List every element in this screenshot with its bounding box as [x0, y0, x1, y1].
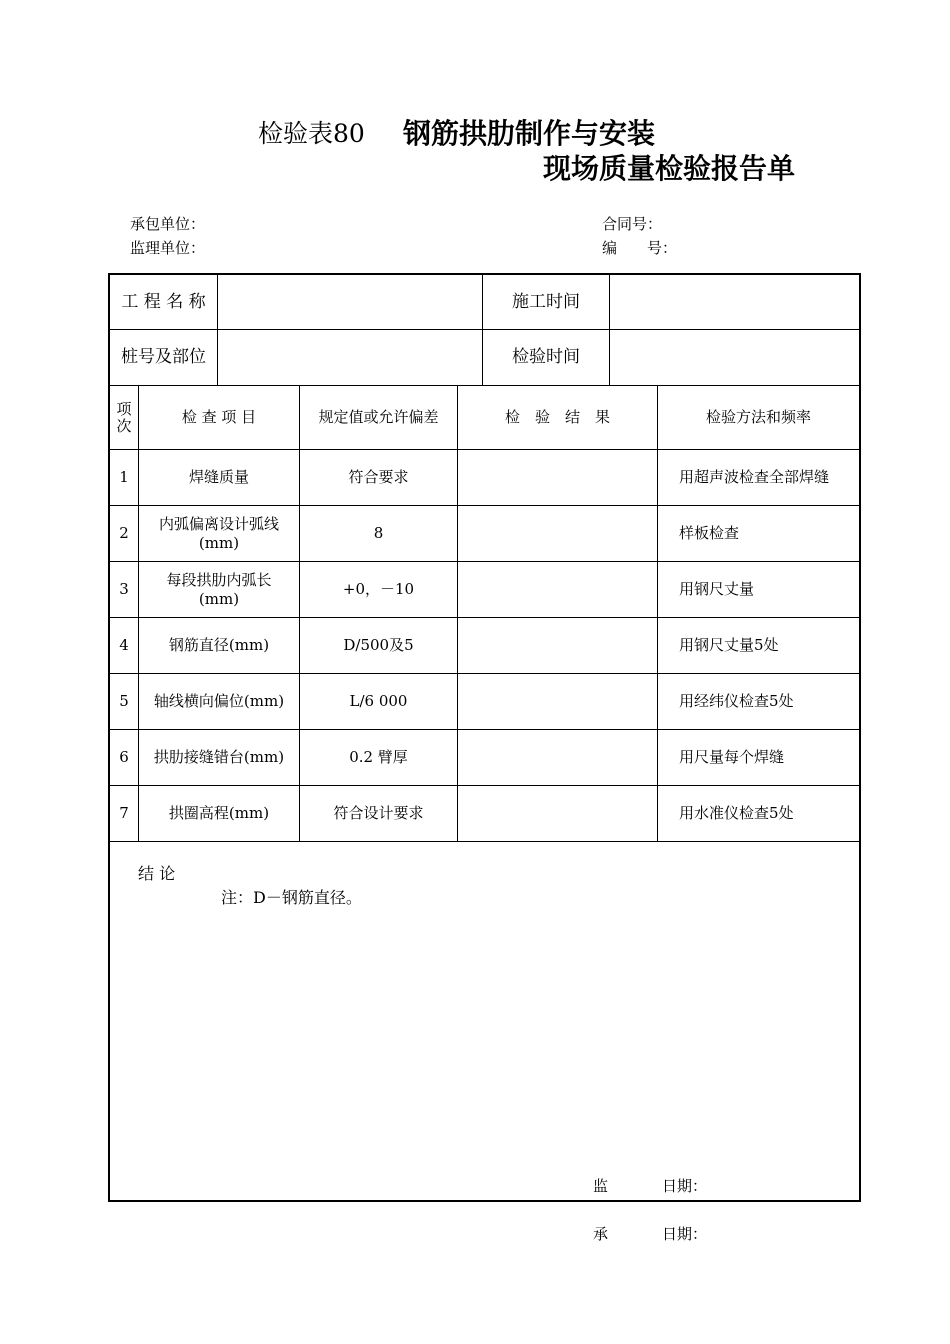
- row-spec: 符合要求: [348, 468, 409, 486]
- row-method: 用钢尺丈量: [679, 580, 755, 598]
- row-item: 焊缝质量: [188, 468, 249, 486]
- row-result-field[interactable]: [458, 674, 657, 729]
- row-item: 钢筋直径(mm): [168, 636, 270, 654]
- form-number: 检验表80: [258, 119, 365, 148]
- row-spec: D/500及5: [343, 636, 414, 654]
- row-method: 用水准仪检查5处: [679, 804, 794, 822]
- project-name-label: 工 程 名 称: [121, 291, 206, 312]
- inspection-time-field[interactable]: [610, 330, 859, 385]
- row-item: 轴线横向偏位(mm): [153, 692, 285, 710]
- row-item: 每段拱肋内弧长 (mm): [166, 570, 272, 608]
- col-header-no: 项 次: [116, 399, 132, 435]
- contractor-label: 承包单位：: [130, 215, 206, 233]
- row-no: 6: [119, 748, 129, 766]
- page-title: 钢筋拱肋制作与安装: [403, 117, 656, 150]
- col-header-item: 检 查 项 目: [181, 408, 257, 426]
- supervisor-date-label: 日期：: [662, 1177, 708, 1195]
- contract-no-label: 合同号：: [602, 215, 663, 233]
- serial-no-label: 编 号：: [602, 239, 678, 257]
- row-spec: L/6 000: [349, 692, 408, 710]
- row-method: 用钢尺丈量5处: [679, 636, 779, 654]
- station-field[interactable]: [218, 330, 482, 385]
- row-spec: +0，－10: [342, 580, 415, 598]
- row-result-field[interactable]: [458, 450, 657, 505]
- row-method: 样板检查: [679, 524, 740, 542]
- supervisor-unit-label: 监理单位：: [130, 239, 206, 257]
- col-header-method: 检验方法和频率: [705, 408, 811, 426]
- row-spec: 8: [373, 524, 384, 542]
- col-header-spec: 规定值或允许偏差: [318, 408, 439, 426]
- contractor-date-label: 日期：: [662, 1225, 708, 1243]
- page-subtitle: 现场质量检验报告单: [543, 152, 796, 185]
- row-result-field[interactable]: [458, 562, 657, 617]
- construction-time-label: 施工时间: [512, 291, 580, 312]
- row-item: 拱肋接缝错台(mm): [153, 748, 285, 766]
- row-no: 5: [119, 692, 129, 710]
- col-header-result: 检 验 结 果: [504, 408, 610, 426]
- row-method: 用尺量每个焊缝: [679, 748, 785, 766]
- row-result-field[interactable]: [458, 786, 657, 841]
- inspection-time-label: 检验时间: [512, 347, 580, 367]
- row-no: 7: [119, 804, 129, 822]
- row-result-field[interactable]: [458, 730, 657, 785]
- row-no: 2: [119, 524, 129, 542]
- row-method: 用超声波检查全部焊缝: [679, 468, 830, 486]
- rule-row-7: [109, 841, 860, 842]
- row-result-field[interactable]: [458, 506, 657, 561]
- construction-time-field[interactable]: [610, 275, 859, 329]
- station-label: 桩号及部位: [121, 347, 206, 367]
- row-no: 4: [119, 636, 129, 654]
- row-no: 3: [119, 580, 129, 598]
- row-no: 1: [119, 468, 129, 486]
- row-spec: 0.2 臂厚: [349, 748, 408, 766]
- project-name-field[interactable]: [218, 275, 482, 329]
- conclusion-note: 注：D－钢筋直径。: [221, 888, 362, 907]
- row-item: 内弧偏离设计弧线 (mm): [158, 514, 279, 552]
- conclusion-label: 结 论: [138, 864, 176, 883]
- row-spec: 符合设计要求: [333, 804, 424, 822]
- row-method: 用经纬仪检查5处: [679, 692, 794, 710]
- row-item: 拱圈高程(mm): [168, 804, 270, 822]
- row-result-field[interactable]: [458, 618, 657, 673]
- contractor-sign-label: 承: [593, 1225, 609, 1243]
- supervisor-sign-label: 监: [593, 1177, 609, 1195]
